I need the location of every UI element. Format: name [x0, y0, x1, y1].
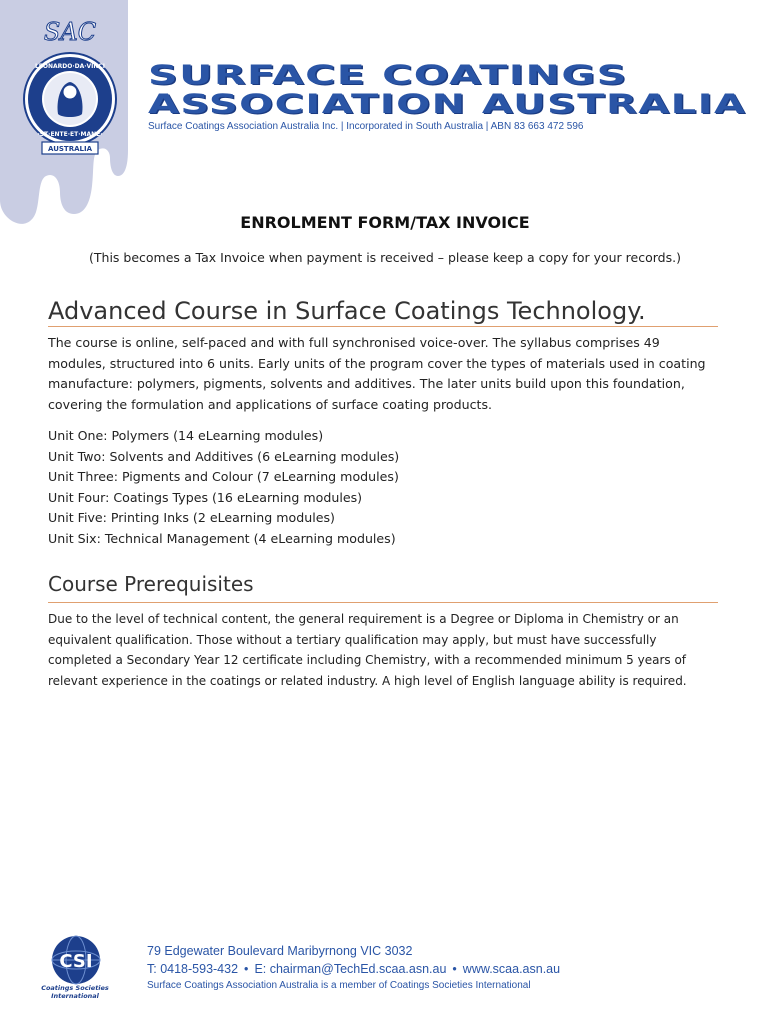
- unit-item: Unit Six: Technical Management (4 eLearning modules): [48, 530, 396, 546]
- prerequisites-paragraph: Due to the level of technical content, the general requirement is a Degree or Diploma in Chemistry or an equivalent qualification. Those without a tertiary qualification may apply, but must have successfully completed a Secondary Year 12 certificate including Chemistry, with a recommended minimum 5 years of relevant experience in the coatings or related industry. A high level of English language ability is required.: [48, 612, 687, 688]
- footer-phone: T: 0418-593-432: [147, 962, 239, 976]
- brand-subtitle: Surface Coatings Association Australia Inc. | Incorporated in South Australia | ABN 83 663 472 596: [148, 121, 584, 132]
- seal-banner-text: AUSTRALIA: [48, 145, 92, 153]
- unit-item: Unit Three: Pigments and Colour (7 eLearning modules): [48, 469, 399, 484]
- unit-item: Unit One: Polymers (14 eLearning modules): [48, 428, 324, 443]
- prerequisites-heading: Course Prerequisites: [48, 572, 254, 596]
- unit-item: Unit Four: Coatings Types (16 eLearning modules): [48, 489, 363, 505]
- seal-monogram: SAC: [43, 18, 97, 46]
- scaa-seal-logo: [20, 14, 120, 164]
- footer-website[interactable]: www.scaa.asn.au: [462, 962, 561, 976]
- unit-item: Unit Five: Printing Inks (2 eLearning modules): [48, 510, 335, 525]
- heading-divider: [48, 326, 718, 327]
- tax-invoice-note: (This becomes a Tax Invoice when payment is received – please keep a copy for your records.): [89, 250, 681, 265]
- seal-ring-text: LEONARDO·DA·VINCI: [34, 63, 106, 70]
- brand-name-line1: SURFACE COATINGS: [148, 60, 628, 91]
- unit-list: [48, 426, 718, 549]
- bullet-separator: •: [452, 962, 457, 976]
- seal-ring-text-bottom: ·ST·ENTE·ET·MANE·: [37, 131, 103, 138]
- footer-contact-line: [147, 962, 560, 976]
- heading-divider: [48, 602, 718, 603]
- course-intro-paragraph: The course is online, self-paced and with full synchronised voice-over. The syllabus comprises 49 modules, structured into 6 units. Early units of the program cover the types of materials used in coating manufacture: polymers, pigments, solvents and additives. The later units build upon this foundation, covering the formulation and applications of surface coating products.: [48, 335, 706, 412]
- csi-caption: Coatings Societies International: [41, 984, 109, 1000]
- bullet-separator: •: [244, 962, 249, 976]
- footer-email[interactable]: E: chairman@TechEd.scaa.asn.au: [254, 962, 447, 976]
- footer-address: 79 Edgewater Boulevard Maribyrnong VIC 3032: [147, 944, 413, 958]
- document-title: ENROLMENT FORM/TAX INVOICE: [240, 213, 530, 232]
- unit-item: Unit Two: Solvents and Additives (6 eLearning modules): [48, 448, 400, 464]
- csi-logo-text: CSI: [59, 951, 93, 972]
- course-heading: Advanced Course in Surface Coatings Technology.: [48, 297, 646, 325]
- footer-membership: Surface Coatings Association Australia is a member of Coatings Societies International: [147, 980, 531, 991]
- brand-name-line2: ASSOCIATION AUSTRALIA: [148, 89, 747, 120]
